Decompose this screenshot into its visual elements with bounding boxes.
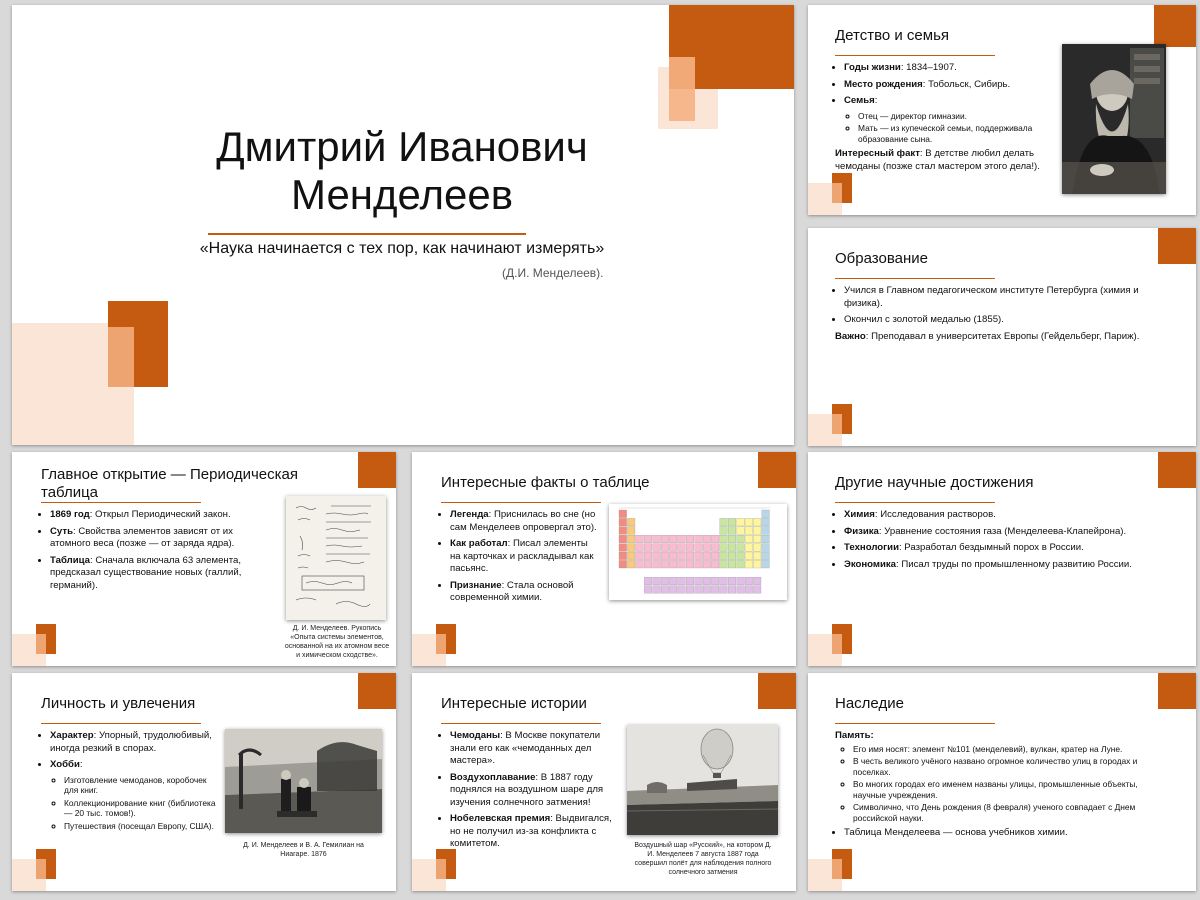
list-item: • Нобелевская премия: Выдвигался, но не получил из-за конфликта с комитетом. <box>450 813 617 851</box>
periodic-cell <box>728 544 736 552</box>
periodic-cell <box>711 586 719 594</box>
periodic-cell <box>728 552 736 560</box>
title-line-1: Дмитрий Иванович <box>216 123 588 170</box>
periodic-cell <box>627 527 635 535</box>
periodic-cell <box>762 518 770 526</box>
periodic-cell <box>745 518 753 526</box>
list-item: • Характер: Упорный, трудолюбивый, иногда резкий в спорах. <box>50 730 221 755</box>
periodic-cell <box>619 560 627 568</box>
periodic-cell <box>653 544 661 552</box>
periodic-cell <box>695 535 703 543</box>
periodic-cell <box>661 535 669 543</box>
periodic-cell <box>695 577 703 585</box>
periodic-cell <box>619 552 627 560</box>
slide-stories[interactable] <box>412 673 796 891</box>
slide-legacy[interactable] <box>808 673 1196 891</box>
periodic-cell <box>720 552 728 560</box>
list-item: • Экономика: Писал труды по промышленному развитию России. <box>844 559 1175 572</box>
periodic-cell <box>728 560 736 568</box>
periodic-cell <box>711 577 719 585</box>
periodic-cell <box>653 577 661 585</box>
title-underline <box>41 502 201 503</box>
decor-square-dark <box>358 673 396 709</box>
periodic-cell <box>653 586 661 594</box>
periodic-cell <box>678 560 686 568</box>
periodic-cell <box>661 560 669 568</box>
slide-title-stories: Интересные истории <box>441 695 587 712</box>
list-item: • Годы жизни: 1834–1907. <box>844 62 1057 75</box>
periodic-cell <box>737 527 745 535</box>
personality-content <box>41 730 221 835</box>
periodic-cell <box>737 586 745 594</box>
periodic-cell <box>644 544 652 552</box>
periodic-cell <box>619 510 627 518</box>
list-item: • Химия: Исследования растворов. <box>844 509 1175 522</box>
periodic-cell <box>728 527 736 535</box>
decor-square-mid <box>36 634 46 654</box>
list-item: • Физика: Уравнение состояния газа (Менделеева-Клапейрона). <box>844 526 1175 539</box>
important-paragraph: Важно: Преподавал в университетах Европы (Гейдельберг, Париж). <box>835 330 1140 342</box>
childhood-content <box>835 62 1057 176</box>
manuscript-drawing <box>286 496 386 620</box>
balloon-caption: Воздушный шар «Русский», на котором Д. И. Менделеев 7 августа 1887 года совершил полёт для наблюдения полного солнечного затмения <box>634 842 772 876</box>
portrait-photo <box>1062 44 1166 194</box>
list-item: • Как работал: Писал элементы на карточках и раскладывал как пасьянс. <box>450 538 601 576</box>
periodic-cell <box>728 577 736 585</box>
title-underline <box>835 723 995 724</box>
periodic-cell <box>669 544 677 552</box>
decor-square-mid <box>108 327 134 387</box>
list-item: ◦ Символично, что День рождения (8 февраля) ученого совпадает с Днем российской науки. <box>853 802 1165 823</box>
periodic-cell <box>728 535 736 543</box>
decor-square-dark <box>1158 452 1196 488</box>
slide-title-table-facts: Интересные факты о таблице <box>441 474 650 491</box>
slide-title-personality: Личность и увлечения <box>41 695 196 712</box>
periodic-cell <box>753 527 761 535</box>
periodic-cell <box>762 560 770 568</box>
decor-square-mid <box>436 859 446 879</box>
periodic-cell <box>627 560 635 568</box>
decor-square-dark <box>758 452 796 488</box>
decor-square-dark <box>1158 673 1196 709</box>
periodic-cell <box>737 544 745 552</box>
list-item: ◦ Коллекционирование книг (библиотека — 20 тыс. томов!). <box>64 798 221 819</box>
decor-square-mid <box>669 57 695 121</box>
periodic-cell <box>669 535 677 543</box>
slide-table-facts[interactable] <box>412 452 796 666</box>
periodic-cell <box>745 552 753 560</box>
periodic-cell <box>720 560 728 568</box>
list-item: • Место рождения: Тобольск, Сибирь. <box>844 79 1057 92</box>
stories-content <box>441 730 617 855</box>
slide-education[interactable] <box>808 228 1196 446</box>
portrait-photo-drawing <box>1062 44 1166 194</box>
periodic-cell <box>720 544 728 552</box>
periodic-cell <box>745 577 753 585</box>
periodic-cell <box>703 577 711 585</box>
list-item: ◦ Его имя носят: элемент №101 (менделевий), вулкан, кратер на Луне. <box>853 744 1165 755</box>
list-item: • Учился в Главном педагогическом институте Петербурга (химия и физика). <box>844 285 1165 310</box>
periodic-cell <box>669 552 677 560</box>
title-underline <box>835 55 995 56</box>
periodic-cell <box>695 544 703 552</box>
periodic-cell <box>669 577 677 585</box>
periodic-cell <box>653 560 661 568</box>
periodic-cell <box>720 535 728 543</box>
periodic-cell <box>711 552 719 560</box>
memory-heading: Память: <box>835 730 874 741</box>
periodic-cell <box>745 544 753 552</box>
periodic-cell <box>762 527 770 535</box>
periodic-cell <box>627 552 635 560</box>
periodic-cell <box>737 552 745 560</box>
periodic-cell <box>619 535 627 543</box>
periodic-cell <box>695 552 703 560</box>
periodic-cell <box>636 560 644 568</box>
list-item: ◦ Изготовление чемоданов, коробочек для книг. <box>64 775 221 796</box>
periodic-cell <box>619 527 627 535</box>
periodic-cell <box>619 544 627 552</box>
periodic-table-image <box>609 504 787 600</box>
list-item: • Таблица: Сначала включала 63 элемента, предсказал существование новых (галлий, германий). <box>50 555 263 593</box>
page-title <box>132 123 672 219</box>
list-item: ◦ Во многих городах его именем названы улицы, промышленные объекты, научные учреждения. <box>853 779 1165 800</box>
periodic-cell <box>728 518 736 526</box>
decor-square-dark <box>358 452 396 488</box>
list-item: • Таблица Менделеева — основа учебников химии. <box>844 827 1165 840</box>
title-underline <box>441 723 601 724</box>
periodic-cell <box>720 527 728 535</box>
quote-text: «Наука начинается с тех пор, как начинают измерять» <box>199 240 605 257</box>
list-item: • Технологии: Разработал бездымный порох в России. <box>844 542 1175 555</box>
slide-title-discovery: Главное открытие — Периодическая таблица <box>41 466 298 501</box>
periodic-cell <box>762 535 770 543</box>
slide-title-childhood: Детство и семья <box>835 27 950 44</box>
periodic-cell <box>678 586 686 594</box>
periodic-cell <box>762 552 770 560</box>
periodic-cell <box>686 552 694 560</box>
periodic-cell <box>678 577 686 585</box>
periodic-cell <box>753 586 761 594</box>
title-underline <box>208 233 526 235</box>
list-item: ◦ Мать — из купеческой семьи, поддерживала образование сына. <box>858 123 1057 144</box>
title-underline <box>835 278 995 279</box>
periodic-cell <box>636 552 644 560</box>
periodic-cell <box>753 577 761 585</box>
periodic-cell <box>661 544 669 552</box>
education-content <box>835 285 1165 346</box>
list-item: • Суть: Свойства элементов зависят от их атомного веса (позже — от заряда ядра). <box>50 526 263 551</box>
slide-achievements[interactable] <box>808 452 1196 666</box>
list-item: • Хобби: ◦ Изготовление чемоданов, коробочек для книг. ◦ Коллекционирование книг (библиотека — 20 тыс. томов!). ◦ Путешествия (посещал Европу, США). <box>50 759 221 831</box>
periodic-cell <box>695 586 703 594</box>
list-item <box>841 744 1165 824</box>
periodic-cell <box>678 552 686 560</box>
list-item: • Легенда: Приснилась во сне (но сам Менделеев опровергал это). <box>450 509 601 534</box>
slide-title-education: Образование <box>835 250 928 267</box>
periodic-cell <box>753 552 761 560</box>
periodic-cell <box>619 518 627 526</box>
periodic-cell <box>686 586 694 594</box>
quote-author: (Д.И. Менделеев). <box>502 266 604 280</box>
niagara-photo <box>225 729 382 833</box>
periodic-cell <box>686 577 694 585</box>
decor-square-mid <box>832 414 842 434</box>
periodic-cell <box>753 518 761 526</box>
decor-square-mid <box>36 859 46 879</box>
periodic-cell <box>737 560 745 568</box>
periodic-cell <box>669 586 677 594</box>
periodic-table-drawing <box>609 504 787 600</box>
list-item: • Чемоданы: В Москве покупатели знали его как «чемоданных дел мастера». <box>450 730 617 768</box>
periodic-cell <box>753 560 761 568</box>
periodic-cell <box>661 552 669 560</box>
periodic-cell <box>703 586 711 594</box>
periodic-cell <box>762 510 770 518</box>
manuscript-image <box>286 496 386 620</box>
fact-paragraph: Интересный факт: В детстве любил делать чемоданы (позже стал мастером этого дела!). <box>835 148 1040 172</box>
list-item: ◦ Путешествия (посещал Европу, США). <box>64 821 221 832</box>
periodic-cell <box>737 518 745 526</box>
periodic-cell <box>762 544 770 552</box>
periodic-cell <box>745 586 753 594</box>
slide-discovery[interactable] <box>12 452 396 666</box>
periodic-cell <box>636 544 644 552</box>
periodic-cell <box>644 577 652 585</box>
decor-square-dark <box>1154 5 1196 47</box>
periodic-cell <box>737 535 745 543</box>
periodic-cell <box>753 544 761 552</box>
decor-square-mid <box>832 859 842 879</box>
decor-square-mid <box>832 634 842 654</box>
balloon-photo-drawing <box>627 725 778 835</box>
discovery-content <box>41 509 263 596</box>
periodic-cell <box>653 552 661 560</box>
periodic-cell <box>753 535 761 543</box>
title-line-2: Менделеев <box>290 171 514 218</box>
title-underline <box>441 502 601 503</box>
periodic-cell <box>678 544 686 552</box>
decor-square-dark <box>758 673 796 709</box>
periodic-cell <box>627 518 635 526</box>
periodic-cell <box>745 560 753 568</box>
periodic-cell <box>711 560 719 568</box>
periodic-cell <box>720 577 728 585</box>
list-item: ◦ В честь великого учёного названо огромное количество улиц в городах и поселках. <box>853 756 1165 777</box>
periodic-cell <box>644 586 652 594</box>
periodic-cell <box>644 535 652 543</box>
list-item: • Семья: ◦ Отец — директор гимназии. ◦ Мать — из купеческой семьи, поддерживала образование сына. <box>844 95 1057 144</box>
title-underline <box>835 502 995 503</box>
periodic-cell <box>686 544 694 552</box>
periodic-cell <box>703 552 711 560</box>
niagara-photo-drawing <box>225 729 382 833</box>
periodic-cell <box>720 586 728 594</box>
periodic-cell <box>728 586 736 594</box>
periodic-cell <box>745 535 753 543</box>
periodic-cell <box>703 544 711 552</box>
decor-square-mid <box>832 183 842 203</box>
achievements-content <box>835 509 1175 575</box>
decor-square-mid <box>436 634 446 654</box>
list-item: • Признание: Стала основой современной химии. <box>450 580 601 605</box>
balloon-photo <box>627 725 778 835</box>
list-item: • Окончил с золотой медалью (1855). <box>844 314 1165 327</box>
periodic-cell <box>686 535 694 543</box>
table-facts-content <box>441 509 601 609</box>
periodic-cell <box>711 535 719 543</box>
list-item: • 1869 год: Открыл Периодический закон. <box>50 509 263 522</box>
niagara-caption: Д. И. Менделеев и В. А. Гемилиан на Ниагаре. 1876 <box>243 842 364 858</box>
periodic-cell <box>737 577 745 585</box>
periodic-cell <box>661 577 669 585</box>
title-underline <box>41 723 201 724</box>
list-item: ◦ Отец — директор гимназии. <box>858 111 1057 122</box>
periodic-cell <box>703 560 711 568</box>
periodic-cell <box>711 544 719 552</box>
periodic-cell <box>703 535 711 543</box>
periodic-cell <box>644 552 652 560</box>
periodic-cell <box>678 535 686 543</box>
slide-title-achievements: Другие научные достижения <box>835 474 1034 491</box>
periodic-cell <box>636 535 644 543</box>
periodic-cell <box>695 560 703 568</box>
slide-title-legacy: Наследие <box>835 695 904 712</box>
periodic-cell <box>653 535 661 543</box>
manuscript-caption: Д. И. Менделеев. Рукопись «Опыта системы элементов, основанной на их атомном весе и химическом сходстве». <box>284 625 390 659</box>
slide-personality[interactable] <box>12 673 396 891</box>
list-item: • Воздухоплавание: В 1887 году поднялся на воздушном шаре для изучения солнечного затмения! <box>450 772 617 810</box>
legacy-content <box>835 730 1165 844</box>
periodic-cell <box>720 518 728 526</box>
periodic-cell <box>669 560 677 568</box>
periodic-cell <box>627 544 635 552</box>
periodic-cell <box>644 560 652 568</box>
periodic-cell <box>686 560 694 568</box>
decor-square-dark <box>1158 228 1196 264</box>
slide-title[interactable] <box>12 5 794 445</box>
periodic-cell <box>745 527 753 535</box>
periodic-cell <box>627 535 635 543</box>
periodic-cell <box>661 586 669 594</box>
slide-childhood[interactable] <box>808 5 1196 215</box>
